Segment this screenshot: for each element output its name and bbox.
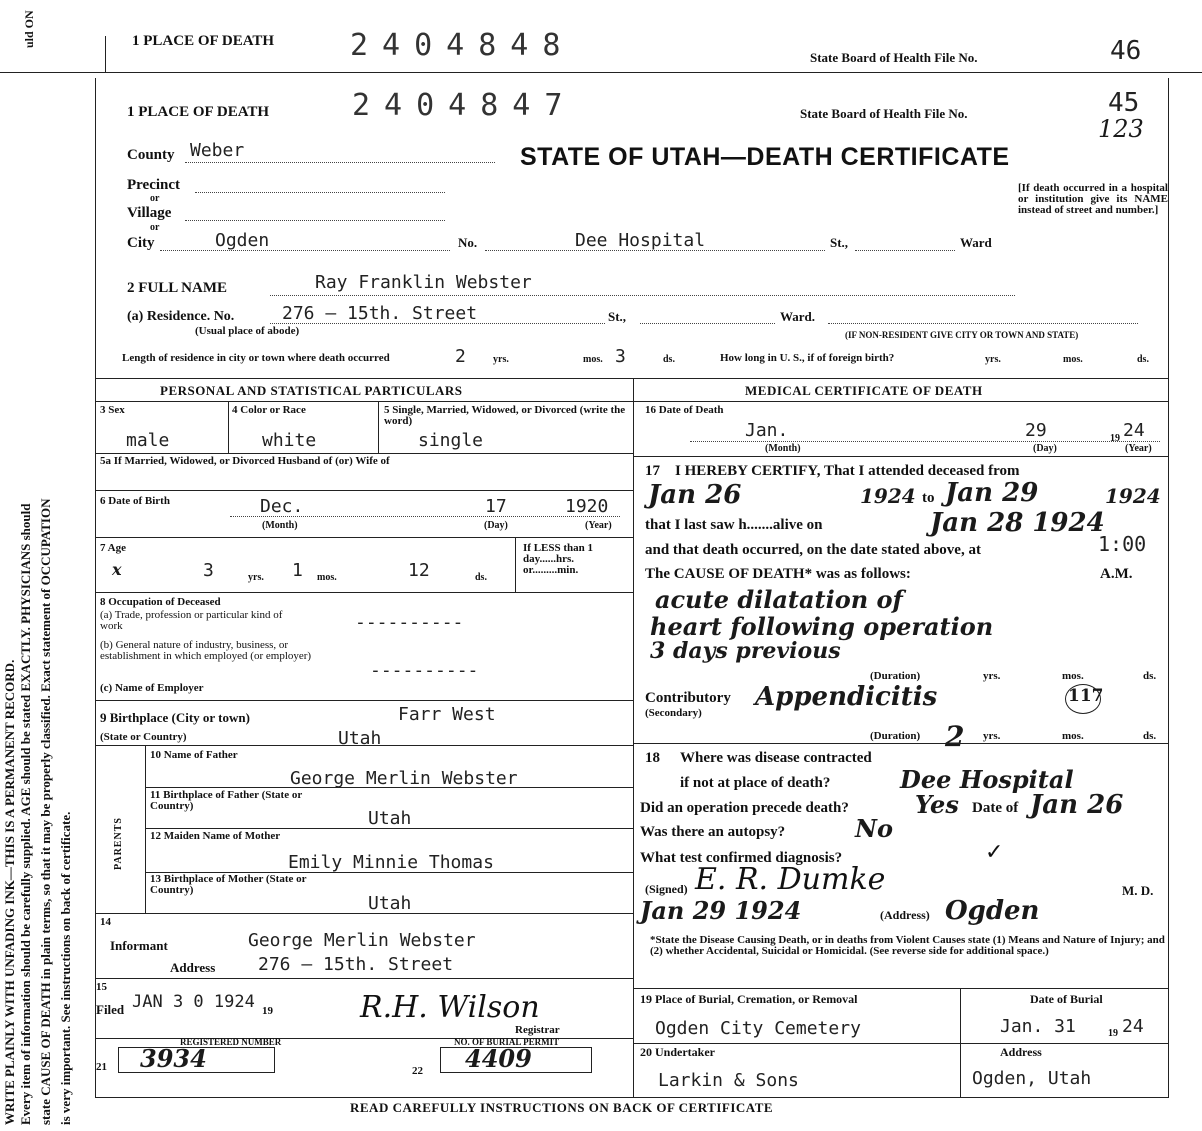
- age-mark: x: [112, 560, 122, 579]
- filed-number: 15: [96, 981, 107, 993]
- dob-year: 1920: [565, 496, 609, 517]
- contributory-value: Appendicitis: [755, 682, 938, 712]
- burial-place-label: 19 Place of Burial, Cremation, or Removal: [640, 992, 858, 1006]
- contrib-yrs: yrs.: [983, 730, 1001, 742]
- dob-line: [230, 516, 620, 517]
- top-strip-divider: [0, 72, 1202, 73]
- mother-birthplace: Utah: [368, 893, 412, 914]
- no-label: No.: [458, 235, 478, 250]
- village-label: Village: [127, 205, 172, 221]
- undertaker-address-label: Address: [1000, 1045, 1042, 1059]
- occupation-a-label: (a) Trade, profession or particular kind of work: [100, 609, 283, 632]
- parents-divider: [145, 745, 146, 913]
- row-line-9: [95, 700, 633, 701]
- contributory-code: 117: [1068, 686, 1104, 706]
- father-label: 10 Name of Father: [150, 749, 238, 761]
- sex-value: male: [126, 430, 170, 451]
- to-label: to: [922, 490, 935, 506]
- birthplace-state: Utah: [338, 728, 382, 749]
- nonresident-note: (IF NON-RESIDENT GIVE CITY OR TOWN AND STATE): [845, 330, 1079, 340]
- reg-21: 21: [96, 1061, 107, 1073]
- age-months: 1: [292, 560, 303, 581]
- section-middle-divider: [633, 378, 634, 1098]
- contrib-mos: mos.: [1062, 730, 1084, 742]
- mother-birthplace-label: 13 Birthplace of Mother (State or Country): [150, 873, 307, 896]
- color-value: white: [262, 430, 317, 451]
- secondary-label: (Secondary): [645, 707, 702, 719]
- signature-date: Jan 29 1924: [640, 896, 802, 925]
- side-line-3: state CAUSE OF DEATH in plain terms, so that it may be properly classified. Exact statement of OCCUPATION: [38, 498, 53, 1125]
- file-number-secondary: 123: [1098, 115, 1144, 143]
- attended-to: Jan 29: [945, 478, 1039, 508]
- filed-19: 19: [262, 1005, 273, 1017]
- age-label: 7 Age: [100, 542, 126, 554]
- medical-heading: MEDICAL CERTIFICATE OF DEATH: [745, 383, 983, 398]
- length-years-value: 2: [455, 346, 466, 367]
- burial-year: 24: [1122, 1016, 1144, 1037]
- residence-ward-line: [640, 323, 775, 324]
- color-label: 4 Color or Race: [232, 404, 306, 416]
- cause-label: The CAUSE OF DEATH* was as follows:: [645, 566, 911, 582]
- or-1: or: [150, 193, 160, 204]
- age-ds-caption: ds.: [475, 572, 487, 583]
- or-2: or: [150, 222, 160, 233]
- signature-address-label: (Address): [880, 908, 930, 922]
- dod-19: 19: [1110, 433, 1120, 444]
- less-than-label: If LESS than 1 day......hrs. or.........min.: [523, 542, 594, 576]
- us-residence-label: How long in U. S., if of foreign birth?: [720, 352, 895, 364]
- top-certificate-number: 2404848: [350, 28, 575, 63]
- marital-value: single: [418, 430, 484, 451]
- informant-number: 14: [100, 916, 111, 928]
- cause-line-2: heart following operation: [650, 612, 994, 641]
- dob-year-caption: (Year): [585, 520, 612, 531]
- burial-19: 19: [1108, 1028, 1118, 1039]
- row-line-8: [95, 592, 633, 593]
- row-line-14: [95, 913, 633, 914]
- section-top-line: [95, 378, 1169, 379]
- us-ds: ds.: [1137, 354, 1149, 365]
- frame-left: [95, 78, 96, 1098]
- abode-note: (Usual place of abode): [195, 325, 300, 337]
- last-saw-label: that I last saw h.......alive on: [645, 517, 823, 533]
- row-line-17: [633, 456, 1169, 457]
- length-ds: ds.: [663, 354, 675, 365]
- autopsy-value: No: [855, 814, 893, 843]
- row-line-18: [633, 743, 1169, 744]
- row-line-20: [633, 1043, 1169, 1044]
- q18-value: Dee Hospital: [900, 765, 1074, 794]
- contributory-label: Contributory: [645, 690, 731, 706]
- length-mos: mos.: [583, 354, 603, 365]
- autopsy-label: Was there an autopsy?: [640, 824, 786, 840]
- row-line-12: [145, 828, 633, 829]
- burial-date: Jan. 31: [1000, 1016, 1076, 1037]
- birthplace-label: 9 Birthplace (City or town): [100, 710, 250, 725]
- cause-duration-label: (Duration): [870, 670, 921, 682]
- cause-instructions-note: *State the Disease Causing Death, or in deaths from Violent Causes state (1) Means and Nature of Injury; and (2) whether Accidental, Suicidal or Homicidal. (See reverse side for additional space.): [650, 934, 1165, 957]
- age-days: 12: [408, 560, 430, 581]
- cause-ds: ds.: [1143, 670, 1157, 682]
- top-strip-vline: [105, 36, 106, 72]
- color-marital-divider: [378, 401, 379, 453]
- burial-permit-label: NO. OF BURIAL PERMIT: [454, 1037, 560, 1047]
- father-value: George Merlin Webster: [290, 768, 518, 789]
- dod-month-caption: (Month): [765, 443, 801, 454]
- row-line-15: [95, 978, 633, 979]
- row-line-5a: [95, 453, 633, 454]
- filed-label: Filed: [96, 1002, 125, 1017]
- row-line-10: [95, 745, 633, 746]
- father-birthplace-label: 11 Birthplace of Father (State or Country): [150, 789, 303, 812]
- length-yrs: yrs.: [493, 354, 509, 365]
- county-line: [185, 162, 495, 163]
- registered-number: 3934: [140, 1044, 207, 1073]
- attended-to-year: 1924: [1105, 484, 1161, 508]
- occupation-b-value: ----------: [370, 660, 479, 681]
- filed-date: JAN 3 0 1924: [132, 992, 255, 1012]
- undertaker: Larkin & Sons: [658, 1070, 799, 1091]
- operation-date: Jan 26: [1030, 790, 1124, 820]
- full-name-label: 2 FULL NAME: [127, 280, 228, 296]
- file-number-label: State Board of Health File No.: [800, 106, 968, 121]
- test-label: What test confirmed diagnosis?: [640, 850, 843, 866]
- residence-value: 276 — 15th. Street: [282, 303, 478, 324]
- dod-month: Jan.: [745, 420, 789, 441]
- contrib-duration: 2: [945, 720, 965, 753]
- undertaker-address: Ogden, Utah: [972, 1068, 1092, 1089]
- md-label: M. D.: [1122, 883, 1154, 898]
- certify-text: I HEREBY CERTIFY, That I attended deceased from: [675, 463, 1020, 479]
- age-yrs-caption: yrs.: [248, 572, 264, 583]
- dob-label: 6 Date of Birth: [100, 495, 170, 507]
- side-line-2: Every item of information should be carefully supplied. AGE should be stated EXACTLY. PHYSICIANS should: [18, 503, 33, 1125]
- length-residence-label: Length of residence in city or town where death occurred: [122, 352, 390, 364]
- full-name-value: Ray Franklin Webster: [315, 272, 532, 293]
- us-yrs: yrs.: [985, 354, 1001, 365]
- frame-bottom: [95, 1097, 1169, 1098]
- sex-label: 3 Sex: [100, 404, 125, 416]
- dod-day-caption: (Day): [1033, 443, 1057, 454]
- top-file-label: State Board of Health File No.: [810, 50, 978, 65]
- occupation-a-value: ----------: [355, 612, 464, 633]
- dob-month-caption: (Month): [262, 520, 298, 531]
- cause-mos: mos.: [1062, 670, 1084, 682]
- row-line-6: [95, 490, 633, 491]
- signature-address: Ogden: [945, 896, 1040, 926]
- dod-line: [690, 441, 1160, 442]
- precinct-line: [195, 192, 445, 193]
- am-label: A.M.: [1100, 566, 1133, 582]
- reg-22: 22: [412, 1065, 423, 1077]
- residence-line: [270, 323, 605, 324]
- frame-right: [1168, 78, 1169, 1098]
- sex-color-divider: [228, 401, 229, 453]
- dod-year-caption: (Year): [1125, 443, 1152, 454]
- operation-date-label: Date of: [972, 800, 1019, 816]
- personal-heading: PERSONAL AND STATISTICAL PARTICULARS: [160, 383, 463, 398]
- ward-label: Ward: [960, 235, 992, 250]
- informant-label: Informant: [110, 938, 168, 953]
- footer-instructions: READ CAREFULLY INSTRUCTIONS ON BACK OF CERTIFICATE: [350, 1100, 774, 1115]
- attended-from-year: 1924: [860, 484, 916, 508]
- place-of-death-label: 1 PLACE OF DEATH: [127, 104, 270, 120]
- age-less-divider: [515, 537, 516, 592]
- spouse-label: 5a If Married, Widowed, or Divorced Husband of (or) Wife of: [100, 455, 390, 467]
- residence-ward-label: Ward.: [780, 309, 816, 324]
- hospital-note: [If death occurred in a hospital or institution give its NAME instead of street and number.]: [1018, 182, 1168, 216]
- certificate-title: STATE OF UTAH—DEATH CERTIFICATE: [520, 143, 1010, 171]
- file-number: 45: [1108, 88, 1140, 118]
- mother-value: Emily Minnie Thomas: [288, 852, 494, 873]
- city-value: Ogden: [215, 230, 270, 251]
- burial-permit-number: 4409: [465, 1044, 532, 1073]
- occupation-b-label: (b) General nature of industry, business, or establishment in which employed (or employer): [100, 639, 312, 662]
- birthplace-state-label: (State or Country): [100, 731, 187, 743]
- length-months-value: 3: [615, 346, 626, 367]
- q18-label-2: if not at place of death?: [680, 775, 831, 791]
- top-place-label: 1 PLACE OF DEATH: [132, 33, 275, 49]
- last-saw-date: Jan 28 1924: [930, 508, 1105, 538]
- city-label: City: [127, 235, 155, 251]
- st-label: St.,: [830, 235, 849, 250]
- burial-date-label: Date of Burial: [1030, 992, 1103, 1006]
- medical-heading-line: [633, 401, 1169, 402]
- informant-value: George Merlin Webster: [248, 930, 476, 951]
- birthplace-city: Farr West: [398, 704, 496, 725]
- death-time: 1:00: [1098, 532, 1147, 556]
- personal-heading-line: [95, 401, 633, 402]
- ward-line: [855, 250, 955, 251]
- test-value: ✓: [985, 840, 1004, 865]
- dod-year: 24: [1123, 420, 1145, 441]
- attended-from: Jan 26: [648, 480, 742, 510]
- top-file-number: 46: [1110, 36, 1142, 66]
- age-years: 3: [203, 560, 214, 581]
- row-line-7: [95, 537, 633, 538]
- side-line-4: is very important. See instructions on back of certificate.: [58, 811, 73, 1125]
- undertaker-label: 20 Undertaker: [640, 1045, 715, 1059]
- precinct-label: Precinct: [127, 177, 181, 193]
- dob-month: Dec.: [260, 496, 304, 517]
- county-value: Weber: [190, 140, 245, 161]
- marital-label: 5 Single, Married, Widowed, or Divorced (write the word): [384, 404, 626, 427]
- residence-label: (a) Residence. No.: [127, 309, 235, 324]
- q18-number: 18: [645, 750, 660, 766]
- nonresident-line: [828, 323, 1138, 324]
- full-name-line: [270, 295, 1015, 296]
- operation-value: Yes: [915, 790, 959, 819]
- row-line-11: [145, 787, 633, 788]
- burial-place: Ogden City Cemetery: [655, 1018, 861, 1039]
- village-line: [185, 220, 445, 221]
- signed-label: (Signed): [645, 882, 688, 896]
- dob-day-caption: (Day): [484, 520, 508, 531]
- informant-address-label: Address: [170, 960, 216, 975]
- father-birthplace: Utah: [368, 808, 412, 829]
- contrib-ds: ds.: [1143, 730, 1157, 742]
- contrib-duration-label: (Duration): [870, 730, 921, 742]
- parents-label: PARENTS: [113, 817, 124, 870]
- death-occurred-label: and that death occurred, on the date stated above, at: [645, 542, 981, 558]
- mother-label: 12 Maiden Name of Mother: [150, 830, 281, 842]
- residence-st-label: St.,: [608, 309, 627, 324]
- registrar-signature: R.H. Wilson: [360, 990, 540, 1025]
- row-line-19: [633, 988, 1169, 989]
- cause-line-1: acute dilatation of: [655, 585, 903, 614]
- city-line: [160, 250, 450, 251]
- cause-yrs: yrs.: [983, 670, 1001, 682]
- dod-day: 29: [1025, 420, 1047, 441]
- occupation-c-label: (c) Name of Employer: [100, 682, 204, 694]
- dob-day: 17: [485, 496, 507, 517]
- operation-label: Did an operation precede death?: [640, 800, 849, 816]
- certificate-number: 2404847: [352, 88, 577, 123]
- certify-number: 17: [645, 463, 660, 479]
- top-strip-left-text: uld ON: [22, 10, 36, 48]
- street-value: Dee Hospital: [575, 230, 706, 251]
- dod-label: 16 Date of Death: [645, 404, 724, 416]
- registrar-label: Registrar: [515, 1024, 560, 1036]
- occupation-label: 8 Occupation of Deceased: [100, 596, 221, 608]
- side-line-1: WRITE PLAINLY WITH UNFADING INK—THIS IS A PERMANENT RECORD.: [2, 659, 17, 1125]
- street-line: [485, 250, 825, 251]
- registered-number-label: REGISTERED NUMBER: [180, 1037, 282, 1047]
- us-mos: mos.: [1063, 354, 1083, 365]
- q18-label: Where was disease contracted: [680, 750, 872, 766]
- age-mos-caption: mos.: [317, 572, 337, 583]
- cause-line-3: 3 days previous: [650, 638, 841, 664]
- informant-address: 276 — 15th. Street: [258, 954, 454, 975]
- county-label: County: [127, 147, 175, 163]
- physician-signature: E. R. Dumke: [695, 862, 886, 897]
